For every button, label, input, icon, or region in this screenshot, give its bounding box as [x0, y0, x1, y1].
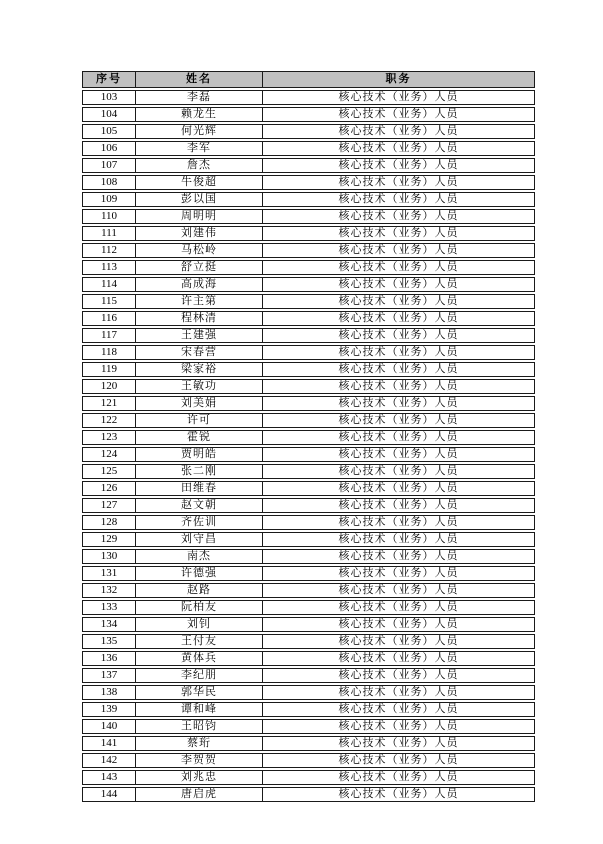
- row-name-cell: 王昭钧: [136, 719, 263, 734]
- table-row: [82, 447, 535, 462]
- table-row: [82, 481, 535, 496]
- row-name-cell: 唐启虎: [136, 787, 263, 802]
- row-no-cell: 118: [82, 345, 136, 360]
- table-row: [82, 345, 535, 360]
- row-name-cell: 李磊: [136, 90, 263, 105]
- row-no-cell: 105: [82, 124, 136, 139]
- table-row: [82, 328, 535, 343]
- row-title-cell: 核心技术（业务）人员: [263, 753, 535, 768]
- table-row: [82, 294, 535, 309]
- row-no-cell: 109: [82, 192, 136, 207]
- row-name-cell: 许主第: [136, 294, 263, 309]
- table-row: [82, 515, 535, 530]
- table-row: [82, 719, 535, 734]
- row-name-cell: 李军: [136, 141, 263, 156]
- table-row: [82, 175, 535, 190]
- table-row: [82, 124, 535, 139]
- row-title-cell: 核心技术（业务）人员: [263, 566, 535, 581]
- row-name-cell: 何光辉: [136, 124, 263, 139]
- table-row: [82, 226, 535, 241]
- row-no-cell: 108: [82, 175, 136, 190]
- row-no-cell: 131: [82, 566, 136, 581]
- row-title-cell: 核心技术（业务）人员: [263, 651, 535, 666]
- row-name-cell: 谭和峰: [136, 702, 263, 717]
- row-no-cell: 143: [82, 770, 136, 785]
- row-name-cell: 霍锐: [136, 430, 263, 445]
- row-no-cell: 104: [82, 107, 136, 122]
- row-name-cell: 詹杰: [136, 158, 263, 173]
- row-name-cell: 高成海: [136, 277, 263, 292]
- row-title-cell: 核心技术（业务）人员: [263, 192, 535, 207]
- row-title-cell: 核心技术（业务）人员: [263, 328, 535, 343]
- table-row: [82, 107, 535, 122]
- personnel-roster-table: [82, 69, 535, 804]
- row-no-cell: 130: [82, 549, 136, 564]
- row-title-cell: 核心技术（业务）人员: [263, 141, 535, 156]
- row-no-cell: 107: [82, 158, 136, 173]
- table-row: [82, 413, 535, 428]
- row-title-cell: 核心技术（业务）人员: [263, 158, 535, 173]
- row-no-cell: 125: [82, 464, 136, 479]
- row-no-cell: 141: [82, 736, 136, 751]
- table-row: [82, 668, 535, 683]
- row-name-cell: 刘美娟: [136, 396, 263, 411]
- row-title-cell: 核心技术（业务）人员: [263, 736, 535, 751]
- row-name-cell: 马松岭: [136, 243, 263, 258]
- row-name-cell: 赖龙生: [136, 107, 263, 122]
- table-row: [82, 549, 535, 564]
- table-row: [82, 311, 535, 326]
- row-name-cell: 彭以国: [136, 192, 263, 207]
- column-header-name: 姓名: [136, 71, 263, 88]
- row-no-cell: 142: [82, 753, 136, 768]
- table-row: [82, 685, 535, 700]
- row-name-cell: 许德强: [136, 566, 263, 581]
- table-row: [82, 617, 535, 632]
- row-title-cell: 核心技术（业务）人员: [263, 311, 535, 326]
- row-no-cell: 103: [82, 90, 136, 105]
- row-name-cell: 刘守昌: [136, 532, 263, 547]
- row-name-cell: 李贺贺: [136, 753, 263, 768]
- row-no-cell: 137: [82, 668, 136, 683]
- row-name-cell: 黄体兵: [136, 651, 263, 666]
- table-row: [82, 702, 535, 717]
- row-no-cell: 115: [82, 294, 136, 309]
- row-title-cell: 核心技术（业务）人员: [263, 396, 535, 411]
- row-no-cell: 123: [82, 430, 136, 445]
- table-row: [82, 566, 535, 581]
- row-title-cell: 核心技术（业务）人员: [263, 226, 535, 241]
- row-no-cell: 117: [82, 328, 136, 343]
- row-title-cell: 核心技术（业务）人员: [263, 243, 535, 258]
- row-no-cell: 132: [82, 583, 136, 598]
- row-name-cell: 李纪朋: [136, 668, 263, 683]
- row-no-cell: 119: [82, 362, 136, 377]
- row-name-cell: 梁家裕: [136, 362, 263, 377]
- row-no-cell: 122: [82, 413, 136, 428]
- row-no-cell: 135: [82, 634, 136, 649]
- row-name-cell: 郭华民: [136, 685, 263, 700]
- table-row: [82, 583, 535, 598]
- row-title-cell: 核心技术（业务）人员: [263, 532, 535, 547]
- row-name-cell: 周明明: [136, 209, 263, 224]
- row-name-cell: 阮柏友: [136, 600, 263, 615]
- row-title-cell: 核心技术（业务）人员: [263, 90, 535, 105]
- row-no-cell: 113: [82, 260, 136, 275]
- row-title-cell: 核心技术（业务）人员: [263, 362, 535, 377]
- row-no-cell: 144: [82, 787, 136, 802]
- row-title-cell: 核心技术（业务）人员: [263, 379, 535, 394]
- row-title-cell: 核心技术（业务）人员: [263, 617, 535, 632]
- row-name-cell: 刘兆忠: [136, 770, 263, 785]
- row-title-cell: 核心技术（业务）人员: [263, 464, 535, 479]
- row-title-cell: 核心技术（业务）人员: [263, 515, 535, 530]
- row-name-cell: 赵文朝: [136, 498, 263, 513]
- table-row: [82, 464, 535, 479]
- row-title-cell: 核心技术（业务）人员: [263, 209, 535, 224]
- table-row: [82, 770, 535, 785]
- row-title-cell: 核心技术（业务）人员: [263, 702, 535, 717]
- table-row: [82, 396, 535, 411]
- row-title-cell: 核心技术（业务）人员: [263, 787, 535, 802]
- row-title-cell: 核心技术（业务）人员: [263, 583, 535, 598]
- table-header: [82, 71, 535, 88]
- table-row: [82, 158, 535, 173]
- row-name-cell: 舒立挺: [136, 260, 263, 275]
- column-header-title: 职务: [263, 71, 535, 88]
- row-no-cell: 112: [82, 243, 136, 258]
- row-title-cell: 核心技术（业务）人员: [263, 770, 535, 785]
- row-name-cell: 王付友: [136, 634, 263, 649]
- table-row: [82, 141, 535, 156]
- row-name-cell: 蔡珩: [136, 736, 263, 751]
- row-no-cell: 120: [82, 379, 136, 394]
- row-title-cell: 核心技术（业务）人员: [263, 345, 535, 360]
- row-no-cell: 126: [82, 481, 136, 496]
- table-row: [82, 532, 535, 547]
- row-title-cell: 核心技术（业务）人员: [263, 277, 535, 292]
- table-row: [82, 651, 535, 666]
- column-header-no: 序号: [82, 71, 136, 88]
- row-title-cell: 核心技术（业务）人员: [263, 634, 535, 649]
- row-name-cell: 南杰: [136, 549, 263, 564]
- row-name-cell: 许可: [136, 413, 263, 428]
- table-row: [82, 277, 535, 292]
- row-no-cell: 111: [82, 226, 136, 241]
- row-name-cell: 王建强: [136, 328, 263, 343]
- row-name-cell: 张二刚: [136, 464, 263, 479]
- table-row: [82, 243, 535, 258]
- row-title-cell: 核心技术（业务）人员: [263, 447, 535, 462]
- row-no-cell: 136: [82, 651, 136, 666]
- table-row: [82, 260, 535, 275]
- row-name-cell: 程林清: [136, 311, 263, 326]
- row-title-cell: 核心技术（业务）人员: [263, 481, 535, 496]
- table-row: [82, 736, 535, 751]
- roster-table-body: [82, 90, 535, 802]
- row-title-cell: 核心技术（业务）人员: [263, 294, 535, 309]
- row-no-cell: 110: [82, 209, 136, 224]
- row-name-cell: 贾明皓: [136, 447, 263, 462]
- row-no-cell: 140: [82, 719, 136, 734]
- row-name-cell: 牛俊超: [136, 175, 263, 190]
- row-name-cell: 田维春: [136, 481, 263, 496]
- table-row: [82, 90, 535, 105]
- table-row: [82, 600, 535, 615]
- row-no-cell: 134: [82, 617, 136, 632]
- row-title-cell: 核心技术（业务）人员: [263, 107, 535, 122]
- row-no-cell: 124: [82, 447, 136, 462]
- row-no-cell: 133: [82, 600, 136, 615]
- table-row: [82, 498, 535, 513]
- row-name-cell: 刘建伟: [136, 226, 263, 241]
- row-title-cell: 核心技术（业务）人员: [263, 413, 535, 428]
- row-no-cell: 116: [82, 311, 136, 326]
- row-no-cell: 139: [82, 702, 136, 717]
- row-title-cell: 核心技术（业务）人员: [263, 719, 535, 734]
- table-row: [82, 634, 535, 649]
- row-no-cell: 114: [82, 277, 136, 292]
- row-no-cell: 138: [82, 685, 136, 700]
- row-title-cell: 核心技术（业务）人员: [263, 260, 535, 275]
- table-row: [82, 379, 535, 394]
- row-name-cell: 宋春营: [136, 345, 263, 360]
- row-title-cell: 核心技术（业务）人员: [263, 124, 535, 139]
- row-no-cell: 128: [82, 515, 136, 530]
- table-row: [82, 787, 535, 802]
- row-title-cell: 核心技术（业务）人员: [263, 600, 535, 615]
- table-header-row: [82, 71, 535, 88]
- table-row: [82, 209, 535, 224]
- table-row: [82, 753, 535, 768]
- row-title-cell: 核心技术（业务）人员: [263, 430, 535, 445]
- row-no-cell: 127: [82, 498, 136, 513]
- row-name-cell: 刘钊: [136, 617, 263, 632]
- row-title-cell: 核心技术（业务）人员: [263, 498, 535, 513]
- row-title-cell: 核心技术（业务）人员: [263, 668, 535, 683]
- row-name-cell: 齐佐训: [136, 515, 263, 530]
- row-title-cell: 核心技术（业务）人员: [263, 549, 535, 564]
- table-row: [82, 362, 535, 377]
- row-no-cell: 129: [82, 532, 136, 547]
- table-row: [82, 192, 535, 207]
- row-name-cell: 赵路: [136, 583, 263, 598]
- row-no-cell: 106: [82, 141, 136, 156]
- row-title-cell: 核心技术（业务）人员: [263, 685, 535, 700]
- row-name-cell: 王敏功: [136, 379, 263, 394]
- row-title-cell: 核心技术（业务）人员: [263, 175, 535, 190]
- row-no-cell: 121: [82, 396, 136, 411]
- table-row: [82, 430, 535, 445]
